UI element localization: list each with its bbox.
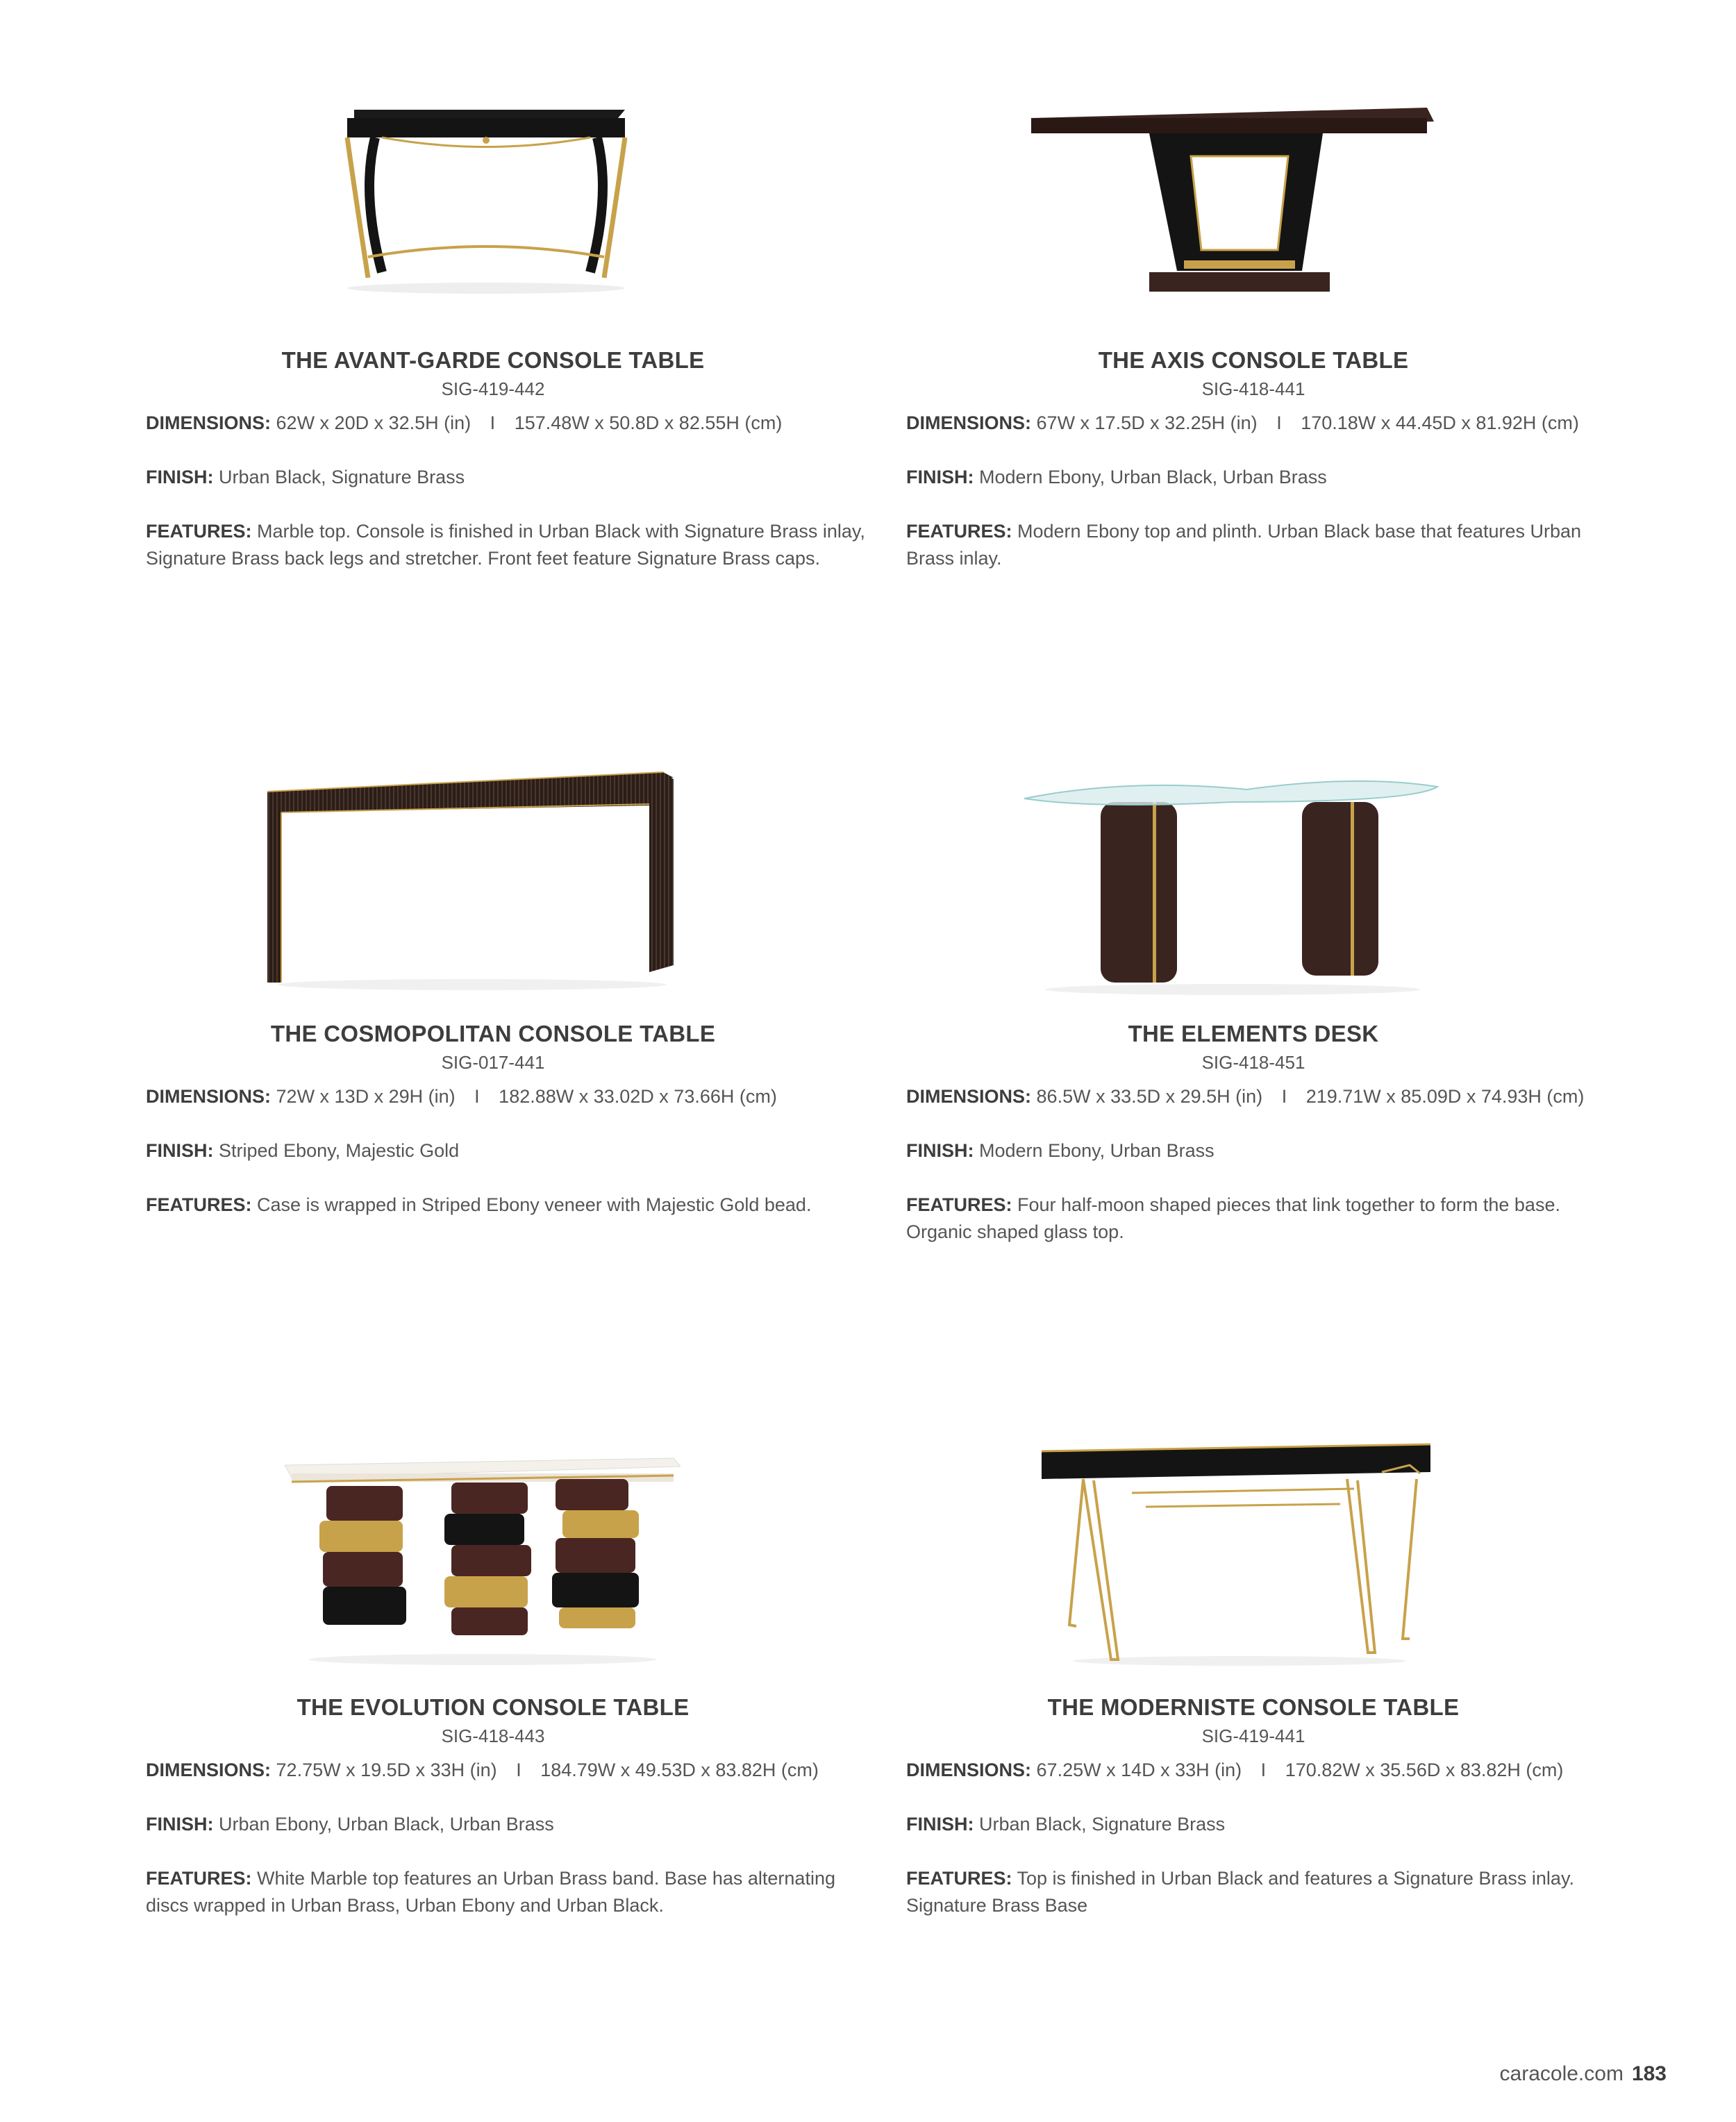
dimensions-in: 72.75W x 19.5D x 33H (in) bbox=[276, 1760, 497, 1780]
product-sku: SIG-418-441 bbox=[1201, 378, 1305, 399]
product-image bbox=[1024, 774, 1441, 996]
features-line bbox=[906, 1192, 1628, 1246]
moderniste-table-illustration bbox=[1042, 1437, 1437, 1666]
features-value: Case is wrapped in Striped Ebony veneer with Majestic Gold bead. bbox=[257, 1194, 812, 1215]
dimensions-label: DIMENSIONS: bbox=[146, 1760, 272, 1780]
finish-label: FINISH: bbox=[906, 467, 974, 487]
features-label: FEATURES: bbox=[146, 1194, 252, 1215]
features-label: FEATURES: bbox=[146, 1868, 252, 1889]
dimensions-label: DIMENSIONS: bbox=[906, 1760, 1032, 1780]
finish-value: Modern Ebony, Urban Brass bbox=[979, 1140, 1215, 1161]
dimensions-label: DIMENSIONS: bbox=[906, 1086, 1032, 1107]
finish-line bbox=[146, 464, 868, 491]
product-title: THE COSMOPOLITAN CONSOLE TABLE bbox=[270, 1021, 716, 1046]
product-sku: SIG-418-451 bbox=[1201, 1052, 1305, 1073]
finish-label: FINISH: bbox=[906, 1814, 974, 1835]
features-label: FEATURES: bbox=[906, 1194, 1012, 1215]
avant-garde-table-illustration bbox=[312, 90, 660, 299]
dimensions-label: DIMENSIONS: bbox=[906, 412, 1032, 433]
dimensions-cm: 219.71W x 85.09D x 74.93H (cm) bbox=[1305, 1086, 1585, 1107]
site-link[interactable]: caracole.com bbox=[1499, 2062, 1624, 2085]
features-line bbox=[906, 518, 1628, 572]
dimensions-in: 67W x 17.5D x 32.25H (in) bbox=[1036, 412, 1258, 433]
finish-value: Striped Ebony, Majestic Gold bbox=[219, 1140, 460, 1161]
finish-value: Urban Black, Signature Brass bbox=[219, 467, 465, 487]
features-line bbox=[146, 518, 868, 572]
features-line bbox=[146, 1865, 868, 1919]
page-number: 183 bbox=[1631, 2062, 1667, 2085]
features-label: FEATURES: bbox=[906, 521, 1012, 542]
dimensions-cm: 182.88W x 33.02D x 73.66H (cm) bbox=[499, 1086, 777, 1107]
finish-value: Urban Ebony, Urban Black, Urban Brass bbox=[219, 1814, 554, 1835]
features-label: FEATURES: bbox=[146, 521, 252, 542]
separator: I bbox=[516, 1760, 521, 1780]
separator: I bbox=[1281, 1086, 1287, 1107]
features-value: Four half-moon shaped pieces that link together to form the base. Organic shaped glass top. bbox=[906, 1194, 1560, 1242]
finish-line bbox=[146, 1811, 868, 1838]
cosmopolitan-table-illustration bbox=[264, 764, 681, 993]
features-value: Modern Ebony top and plinth. Urban Black base that features Urban Brass inlay. bbox=[906, 521, 1582, 569]
finish-line bbox=[906, 1137, 1628, 1164]
features-label: FEATURES: bbox=[906, 1868, 1012, 1889]
page-footer bbox=[1500, 2062, 1667, 2086]
product-image bbox=[312, 90, 660, 299]
product-sku: SIG-017-441 bbox=[441, 1052, 545, 1073]
finish-line bbox=[906, 1811, 1628, 1838]
dimensions-label: DIMENSIONS: bbox=[146, 412, 272, 433]
dimensions-line bbox=[906, 1083, 1628, 1110]
product-image bbox=[1024, 90, 1441, 306]
dimensions-cm: 170.18W x 44.45D x 81.92H (cm) bbox=[1301, 412, 1579, 433]
product-title: THE AXIS CONSOLE TABLE bbox=[1098, 347, 1409, 373]
product-sku: SIG-419-442 bbox=[441, 378, 545, 399]
evolution-table-illustration bbox=[285, 1437, 681, 1666]
finish-label: FINISH: bbox=[146, 467, 214, 487]
product-image bbox=[1042, 1437, 1437, 1666]
dimensions-line bbox=[146, 1757, 868, 1784]
dimensions-cm: 170.82W x 35.56D x 83.82H (cm) bbox=[1285, 1760, 1564, 1780]
dimensions-in: 72W x 13D x 29H (in) bbox=[276, 1086, 456, 1107]
features-value: White Marble top features an Urban Brass band. Base has alternating discs wrapped in Urban Brass, Urban Ebony and Urban Black. bbox=[146, 1868, 835, 1916]
product-image bbox=[264, 764, 681, 993]
axis-table-illustration bbox=[1024, 90, 1441, 306]
product-sku: SIG-418-443 bbox=[441, 1726, 545, 1746]
dimensions-cm: 157.48W x 50.8D x 82.55H (cm) bbox=[514, 412, 783, 433]
dimensions-in: 86.5W x 33.5D x 29.5H (in) bbox=[1036, 1086, 1263, 1107]
product-title: THE ELEMENTS DESK bbox=[1128, 1021, 1379, 1046]
product-title: THE AVANT-GARDE CONSOLE TABLE bbox=[281, 347, 705, 373]
finish-label: FINISH: bbox=[146, 1140, 214, 1161]
separator: I bbox=[474, 1086, 480, 1107]
separator: I bbox=[1276, 412, 1282, 433]
product-title: THE EVOLUTION CONSOLE TABLE bbox=[297, 1694, 690, 1720]
features-line bbox=[146, 1192, 868, 1219]
dimensions-line bbox=[906, 410, 1628, 437]
separator: I bbox=[490, 412, 496, 433]
dimensions-in: 67.25W x 14D x 33H (in) bbox=[1036, 1760, 1242, 1780]
elements-desk-illustration bbox=[1024, 774, 1441, 996]
dimensions-line bbox=[146, 1083, 868, 1110]
finish-value: Modern Ebony, Urban Black, Urban Brass bbox=[979, 467, 1327, 487]
finish-value: Urban Black, Signature Brass bbox=[979, 1814, 1226, 1835]
finish-label: FINISH: bbox=[146, 1814, 214, 1835]
product-title: THE MODERNISTE CONSOLE TABLE bbox=[1047, 1694, 1460, 1720]
dimensions-in: 62W x 20D x 32.5H (in) bbox=[276, 412, 471, 433]
features-line bbox=[906, 1865, 1628, 1919]
separator: I bbox=[1260, 1760, 1267, 1780]
features-value: Marble top. Console is finished in Urban Black with Signature Brass inlay, Signature Brass back legs and stretcher. Front feet feature Signature Brass caps. bbox=[146, 521, 865, 569]
product-sku: SIG-419-441 bbox=[1201, 1726, 1305, 1746]
finish-line bbox=[906, 464, 1628, 491]
finish-label: FINISH: bbox=[906, 1140, 974, 1161]
dimensions-cm: 184.79W x 49.53D x 83.82H (cm) bbox=[540, 1760, 819, 1780]
dimensions-label: DIMENSIONS: bbox=[146, 1086, 272, 1107]
dimensions-line bbox=[146, 410, 868, 437]
product-image bbox=[285, 1437, 681, 1666]
finish-line bbox=[146, 1137, 868, 1164]
features-value: Top is finished in Urban Black and features a Signature Brass inlay. Signature Brass Base bbox=[906, 1868, 1574, 1916]
dimensions-line bbox=[906, 1757, 1628, 1784]
